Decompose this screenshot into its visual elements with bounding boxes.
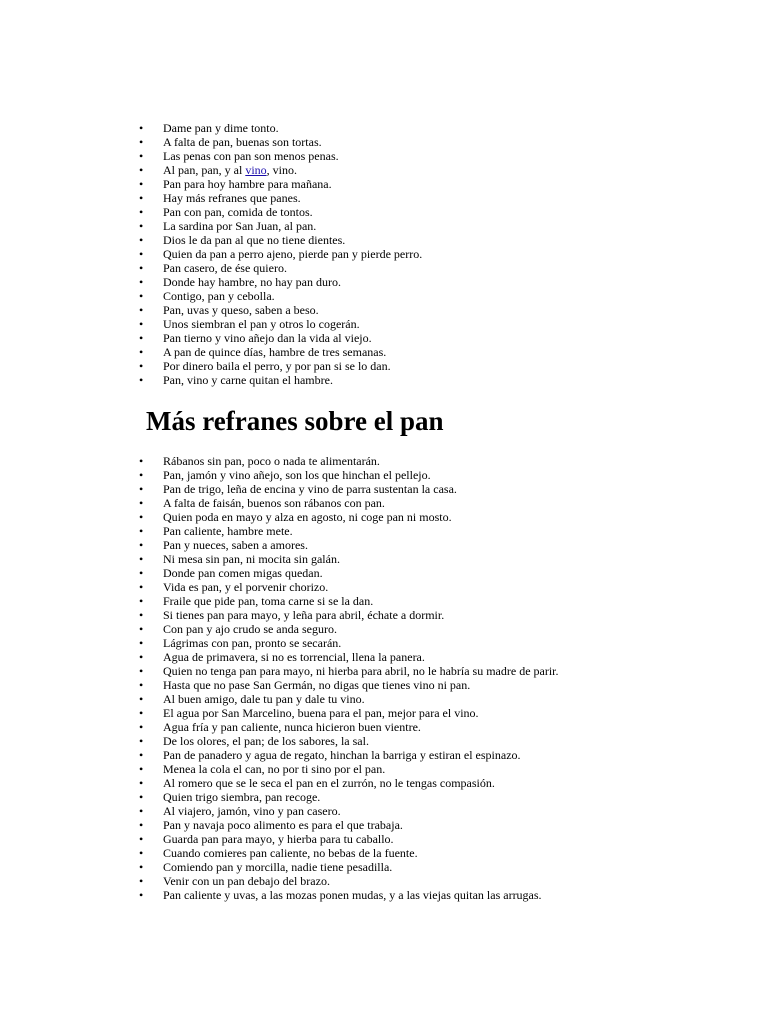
list-item-text: Pan tierno y vino añejo dan la vida al viejo. [163, 331, 372, 345]
list-item [137, 734, 737, 748]
bullet-icon: • [139, 359, 144, 373]
list-item-text: El agua por San Marcelino, buena para el pan, mejor para el vino. [163, 706, 479, 720]
list-item-text: Lágrimas con pan, pronto se secarán. [163, 636, 342, 650]
bullet-icon: • [139, 163, 144, 177]
list-item [137, 177, 737, 191]
vino-link[interactable]: vino [245, 163, 267, 177]
list-item-text: Unos siembran el pan y otros lo cogerán. [163, 317, 360, 331]
list-item [137, 664, 737, 678]
bullet-icon: • [139, 454, 144, 468]
bullet-icon: • [139, 832, 144, 846]
list-item [137, 191, 737, 205]
section-heading: Más refranes sobre el pan [146, 406, 444, 436]
list-item [137, 317, 737, 331]
list-item [137, 331, 737, 345]
bullet-icon: • [139, 303, 144, 317]
proverb-list-1 [137, 121, 737, 387]
bullet-icon: • [139, 846, 144, 860]
list-item-text: Pan caliente, hambre mete. [163, 524, 293, 538]
bullet-icon: • [139, 762, 144, 776]
list-item-text: Por dinero baila el perro, y por pan si se lo dan. [163, 359, 391, 373]
bullet-icon: • [139, 608, 144, 622]
bullet-icon: • [139, 566, 144, 580]
list-item-text: Hasta que no pase San Germán, no digas que tienes vino ni pan. [163, 678, 471, 692]
list-item [137, 454, 737, 468]
list-item [137, 874, 737, 888]
bullet-icon: • [139, 888, 144, 902]
list-item-text: A pan de quince días, hambre de tres semanas. [163, 345, 387, 359]
list-item [137, 275, 737, 289]
list-item-text: Pan casero, de ése quiero. [163, 261, 287, 275]
list-item [137, 804, 737, 818]
list-item [137, 219, 737, 233]
list-item-text: Al romero que se le seca el pan en el zurrón, no le tengas compasión. [163, 776, 495, 790]
list-item-text: Las penas con pan son menos penas. [163, 149, 339, 163]
list-item-text: Quien poda en mayo y alza en agosto, ni coge pan ni mosto. [163, 510, 452, 524]
proverb-list-2 [137, 454, 737, 902]
list-item [137, 748, 737, 762]
list-item-text: Quien da pan a perro ajeno, pierde pan y pierde perro. [163, 247, 423, 261]
list-item-text: Pan, jamón y vino añejo, son los que hinchan el pellejo. [163, 468, 431, 482]
bullet-icon: • [139, 149, 144, 163]
list-item-text: Pan con pan, comida de tontos. [163, 205, 313, 219]
list-item [137, 636, 737, 650]
list-item-text: Venir con un pan debajo del brazo. [163, 874, 330, 888]
list-item-text-before-link: Al pan, pan, y al [163, 163, 246, 177]
list-item [137, 650, 737, 664]
list-item [137, 468, 737, 482]
list-item-text: A falta de faisán, buenos son rábanos con pan. [163, 496, 385, 510]
bullet-icon: • [139, 706, 144, 720]
bullet-icon: • [139, 289, 144, 303]
list-item [137, 846, 737, 860]
list-item [137, 163, 737, 177]
list-item [137, 121, 737, 135]
bullet-icon: • [139, 650, 144, 664]
list-item-text: Pan de panadero y agua de regato, hinchan la barriga y estiran el espinazo. [163, 748, 521, 762]
list-item [137, 692, 737, 706]
bullet-icon: • [139, 331, 144, 345]
list-item-text: Hay más refranes que panes. [163, 191, 301, 205]
list-item [137, 790, 737, 804]
list-item-text: Dame pan y dime tonto. [163, 121, 279, 135]
bullet-icon: • [139, 261, 144, 275]
list-item-text: Pan, uvas y queso, saben a beso. [163, 303, 319, 317]
list-item [137, 482, 737, 496]
bullet-icon: • [139, 524, 144, 538]
bullet-icon: • [139, 860, 144, 874]
list-item-text: Con pan y ajo crudo se anda seguro. [163, 622, 337, 636]
list-item-text: Fraile que pide pan, toma carne si se la dan. [163, 594, 374, 608]
bullet-icon: • [139, 135, 144, 149]
list-item-text: Pan para hoy hambre para mañana. [163, 177, 332, 191]
list-item [137, 818, 737, 832]
list-item [137, 373, 737, 387]
list-item-text: Agua fría y pan caliente, nunca hicieron buen vientre. [163, 720, 421, 734]
bullet-icon: • [139, 692, 144, 706]
list-item-text: Pan y nueces, saben a amores. [163, 538, 308, 552]
list-item [137, 359, 737, 373]
list-item [137, 510, 737, 524]
list-item [137, 566, 737, 580]
list-item [137, 149, 737, 163]
bullet-icon: • [139, 538, 144, 552]
bullet-icon: • [139, 776, 144, 790]
list-item-text: Pan de trigo, leña de encina y vino de parra sustentan la casa. [163, 482, 457, 496]
bullet-icon: • [139, 373, 144, 387]
list-item [137, 706, 737, 720]
bullet-icon: • [139, 636, 144, 650]
list-item-text: Al viajero, jamón, vino y pan casero. [163, 804, 341, 818]
bullet-icon: • [139, 678, 144, 692]
bullet-icon: • [139, 734, 144, 748]
bullet-icon: • [139, 468, 144, 482]
list-item [137, 860, 737, 874]
list-item-text: Donde hay hambre, no hay pan duro. [163, 275, 341, 289]
bullet-icon: • [139, 219, 144, 233]
list-item [137, 538, 737, 552]
bullet-icon: • [139, 622, 144, 636]
bullet-icon: • [139, 664, 144, 678]
bullet-icon: • [139, 804, 144, 818]
list-item [137, 524, 737, 538]
list-item-text: Agua de primavera, si no es torrencial, llena la panera. [163, 650, 425, 664]
list-item [137, 888, 737, 902]
list-item [137, 247, 737, 261]
list-item-text: Cuando comieres pan caliente, no bebas de la fuente. [163, 846, 418, 860]
list-item [137, 496, 737, 510]
list-item [137, 205, 737, 219]
list-item-text: Pan, vino y carne quitan el hambre. [163, 373, 333, 387]
list-item-text: Al buen amigo, dale tu pan y dale tu vino. [163, 692, 365, 706]
list-item [137, 233, 737, 247]
list-item [137, 678, 737, 692]
bullet-icon: • [139, 482, 144, 496]
bullet-icon: • [139, 233, 144, 247]
bullet-icon: • [139, 247, 144, 261]
bullet-icon: • [139, 874, 144, 888]
list-item-text: Quien trigo siembra, pan recoge. [163, 790, 321, 804]
bullet-icon: • [139, 177, 144, 191]
bullet-icon: • [139, 552, 144, 566]
list-item [137, 580, 737, 594]
list-item-text: Dios le da pan al que no tiene dientes. [163, 233, 346, 247]
bullet-icon: • [139, 345, 144, 359]
bullet-icon: • [139, 818, 144, 832]
bullet-icon: • [139, 121, 144, 135]
list-item [137, 289, 737, 303]
list-item-text: Pan y navaja poco alimento es para el que trabaja. [163, 818, 403, 832]
list-item-text: Guarda pan para mayo, y hierba para tu caballo. [163, 832, 394, 846]
bullet-icon: • [139, 275, 144, 289]
list-item [137, 776, 737, 790]
list-item-text: Ni mesa sin pan, ni mocita sin galán. [163, 552, 340, 566]
bullet-icon: • [139, 580, 144, 594]
list-item [137, 608, 737, 622]
list-item-text: La sardina por San Juan, al pan. [163, 219, 317, 233]
bullet-icon: • [139, 720, 144, 734]
bullet-icon: • [139, 594, 144, 608]
list-item [137, 303, 737, 317]
list-item [137, 762, 737, 776]
list-item [137, 832, 737, 846]
list-item-text: Quien no tenga pan para mayo, ni hierba para abril, no le habría su madre de parir. [163, 664, 559, 678]
bullet-icon: • [139, 790, 144, 804]
list-item-text: Contigo, pan y cebolla. [163, 289, 275, 303]
list-item [137, 622, 737, 636]
bullet-icon: • [139, 510, 144, 524]
list-item-text: Pan caliente y uvas, a las mozas ponen mudas, y a las viejas quitan las arrugas. [163, 888, 542, 902]
list-item-text: Menea la cola el can, no por ti sino por el pan. [163, 762, 386, 776]
bullet-icon: • [139, 191, 144, 205]
list-item-text: A falta de pan, buenas son tortas. [163, 135, 322, 149]
list-item-text: Rábanos sin pan, poco o nada te alimentarán. [163, 454, 380, 468]
bullet-icon: • [139, 748, 144, 762]
list-item-text: Donde pan comen migas quedan. [163, 566, 323, 580]
list-item [137, 552, 737, 566]
list-item-text: Comiendo pan y morcilla, nadie tiene pesadilla. [163, 860, 393, 874]
list-item [137, 135, 737, 149]
list-item [137, 720, 737, 734]
list-item-text: Vida es pan, y el porvenir chorizo. [163, 580, 329, 594]
bullet-icon: • [139, 317, 144, 331]
list-item [137, 594, 737, 608]
list-item-text: Si tienes pan para mayo, y leña para abril, échate a dormir. [163, 608, 445, 622]
list-item [137, 261, 737, 275]
list-item [137, 345, 737, 359]
bullet-icon: • [139, 205, 144, 219]
list-item-text: De los olores, el pan; de los sabores, la sal. [163, 734, 369, 748]
bullet-icon: • [139, 496, 144, 510]
list-item-text-after-link: , vino. [266, 163, 297, 177]
